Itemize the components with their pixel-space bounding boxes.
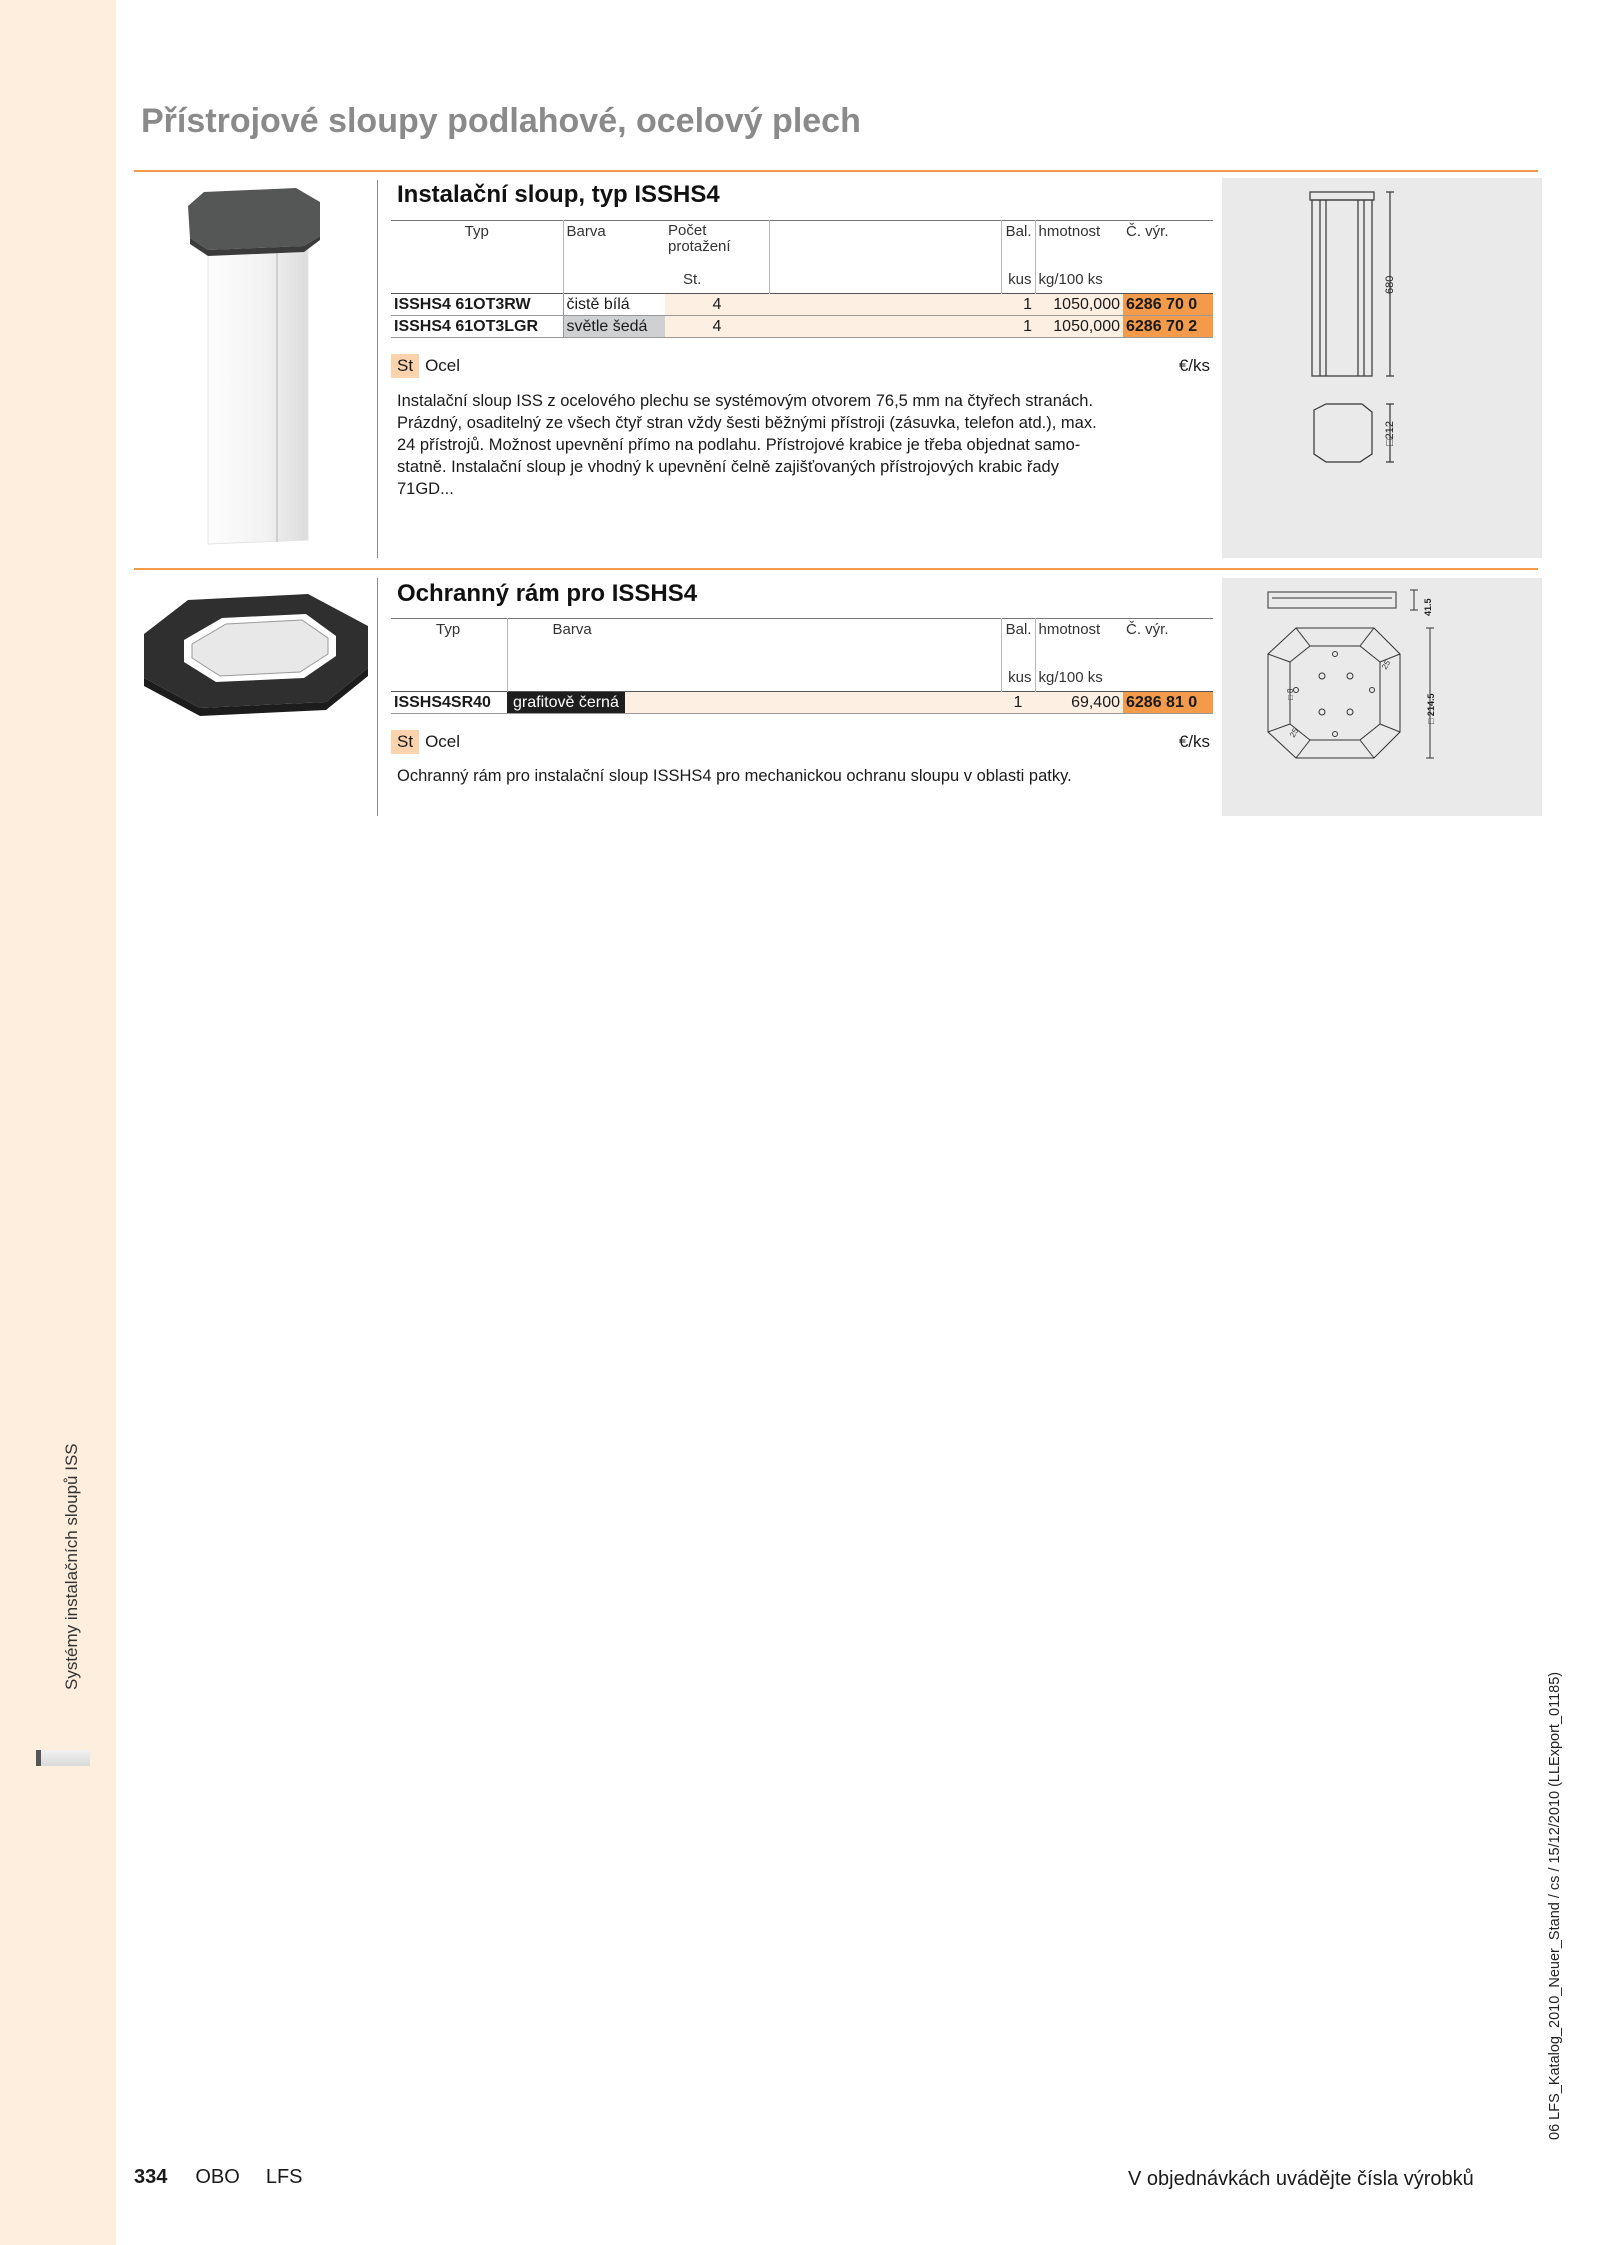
section2-description xyxy=(397,765,1217,787)
footer-left xyxy=(134,2166,329,2189)
header-barva: Barva xyxy=(566,223,606,240)
footer-catalog: LFS xyxy=(265,2166,303,2188)
section2-left-line xyxy=(377,578,378,816)
description-line: 24 přístrojů. Možnost upevnění přímo na podlahu. Přístrojové krabice je třeba objednat samo- xyxy=(397,436,1081,454)
section2-top-rule xyxy=(134,568,1538,570)
table-row xyxy=(391,294,1213,316)
cell-typ: ISSHS4 61OT3LGR xyxy=(391,316,563,338)
dim-height-label: 41.5 xyxy=(1423,598,1433,616)
cell-pocet: 4 xyxy=(665,316,769,338)
description-line: Ochranný rám pro instalační sloup ISSHS4 pro mechanickou ochranu sloupu v oblasti patky. xyxy=(397,767,1072,785)
footer-brand: OBO xyxy=(195,2166,240,2188)
cell-typ: ISSHS4 61OT3RW xyxy=(391,294,563,316)
section1-top-rule xyxy=(134,170,1538,172)
cell-barva: světle šedá xyxy=(563,316,665,338)
section1-price-unit: €/ks xyxy=(1178,356,1210,375)
material-name: Ocel xyxy=(425,356,461,375)
cell-typ: ISSHS4SR40 xyxy=(391,692,507,714)
description-line: statně. Instalační sloup je vhodný k upevnění čelně zajišťovaných přístrojových krabic řady xyxy=(397,458,1059,476)
section1-title: Instalační sloup, typ ISSHS4 xyxy=(397,181,720,208)
cell-cislo: 6286 70 2 xyxy=(1123,316,1213,338)
header-hmotnost: hmotnost xyxy=(1038,621,1101,638)
section2-material xyxy=(391,730,460,754)
description-line: Instalační sloup ISS z ocelového plechu se systémovým otvorem 76,5 mm na čtyřech stranách. xyxy=(397,392,1094,410)
footer-note: V objednávkách uvádějte čísla výrobků xyxy=(1128,2168,1474,2190)
column-dimension-drawing xyxy=(1222,178,1542,558)
cell-bal: 1 xyxy=(1001,294,1035,316)
side-tab-mark xyxy=(36,1750,41,1766)
description-line: Prázdný, osaditelný ze všech čtyř stran vždy šesti běžnými přístroji (zásuvka, telefon atd.), max. xyxy=(397,414,1097,432)
footer-export-info: 06 LFS_Katalog_2010_Neuer_Stand / cs / 15/12/2010 (LLExport_01185) xyxy=(1547,1671,1563,2140)
dim-b-label: 25 xyxy=(1379,658,1393,671)
dim-width-label: □212 xyxy=(1384,421,1396,446)
material-code-badge: St xyxy=(391,354,419,378)
header-bal-unit: kus xyxy=(1001,667,1035,692)
section1-left-line xyxy=(377,180,378,558)
dim-height-label: 680 xyxy=(1384,275,1396,294)
material-code-badge: St xyxy=(391,730,419,754)
cell-cislo: 6286 70 0 xyxy=(1123,294,1213,316)
header-hmotnost-unit: kg/100 ks xyxy=(1038,669,1103,686)
cell-pocet: 4 xyxy=(665,294,769,316)
section1-material xyxy=(391,354,460,378)
section1-drawing xyxy=(1222,178,1542,558)
cell-barva: čistě bílá xyxy=(563,294,665,316)
section2-drawing xyxy=(1222,578,1542,816)
cell-bal: 1 xyxy=(1001,692,1035,714)
frame-dimension-drawing xyxy=(1222,578,1542,816)
cell-hmotnost: 1050,000 xyxy=(1035,294,1123,316)
header-bal: Bal. xyxy=(1001,221,1035,270)
cell-barva: grafitově černá xyxy=(507,692,625,713)
page-number: 334 xyxy=(134,2166,168,2188)
material-name: Ocel xyxy=(425,732,461,751)
cell-cislo: 6286 81 0 xyxy=(1123,692,1213,714)
side-tab-marker xyxy=(36,1750,90,1766)
cell-bal: 1 xyxy=(1001,316,1035,338)
side-strip xyxy=(0,0,116,2245)
header-cvyr: Č. výr. xyxy=(1126,621,1169,638)
header-cvyr: Č. výr. xyxy=(1126,223,1169,240)
dim-a-label: 25 xyxy=(1287,726,1301,739)
header-typ: Typ xyxy=(391,221,563,270)
header-barva: Barva xyxy=(552,621,592,638)
table-row xyxy=(391,316,1213,338)
column-product-image xyxy=(180,188,330,548)
frame-product-image xyxy=(136,586,376,716)
side-section-label: Systémy instalačních sloupů ISS xyxy=(62,1443,81,1690)
header-pocet: Počet protažení xyxy=(665,221,769,270)
cell-hmotnost: 69,400 xyxy=(1035,692,1123,714)
header-typ: Typ xyxy=(391,619,507,668)
table-row xyxy=(391,692,1213,714)
section2-price-unit: €/ks xyxy=(1178,732,1210,751)
section2-title: Ochranný rám pro ISSHS4 xyxy=(397,580,698,607)
section1-description xyxy=(397,390,1217,500)
section2-product-table xyxy=(391,618,1213,714)
header-hmotnost-unit: kg/100 ks xyxy=(1038,271,1103,288)
cell-hmotnost: 1050,000 xyxy=(1035,316,1123,338)
cell-barva-wrap xyxy=(507,692,771,714)
header-bal-unit: kus xyxy=(1001,269,1035,294)
header-hmotnost: hmotnost xyxy=(1038,223,1101,240)
description-line: 71GD... xyxy=(397,480,454,498)
section1-product-table xyxy=(391,220,1213,338)
page-title: Přístrojové sloupy podlahové, ocelový plech xyxy=(141,102,861,140)
header-bal: Bal. xyxy=(1001,619,1035,668)
header-pocet-unit: St. xyxy=(665,269,769,294)
dim-inner-label: □ 8 xyxy=(1286,688,1295,700)
dim-width-label: □ 214.5 xyxy=(1426,693,1436,724)
